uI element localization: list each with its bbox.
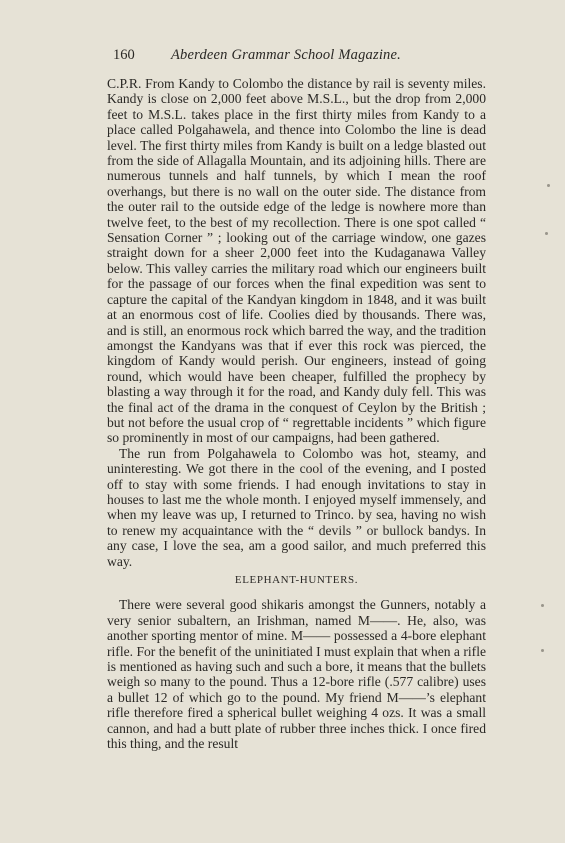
- paragraph-kandy-railway: C.P.R. From Kandy to Colombo the distance by rail is seventy miles. Kandy is close on 2,000 feet above M.S.L., but the drop from 2,000 feet to M.S.L. takes place in the first thirty miles from Kandy to a place called Polgahawela, and thence into Colombo the line is dead level. The first thirty miles from Kandy is built on a ledge blasted out from the side of Allagalla Mountain, and its adjoining hills. There are numerous tunnels and half tunnels, by which I mean the roof overhangs, but there is no wall on the outer side. The distance from the outer rail to the outside edge of the ledge is nowhere more than twelve feet, to the best of my recollection. There is one spot called “ Sensation Corner ” ; looking out of the carriage window, one gazes straight down for a sheer 2,000 feet into the Kudaganawa Valley below. This valley carries the military road which our engineers built for the passage of our forces when the final expedition was sent to capture the capital of the Kandyan kingdom in 1848, and it was built at an enormous cost of life. Coolies died by thousands. There was, and is still, an enormous rock which barred the way, and the tradition amongst the Kandyans was that if ever this rock was pierced, the kingdom of Kandy would perish. Our engineers, instead of going round, which would have been cheaper, fulfilled the prophecy by blasting a way through it for the road, and Kandy duly fell. This was the final act of the drama in the conquest of Ceylon by the British ; but not before the usual crop of “ regrettable incidents ” which figure so prominently in most of our campaigns, had been gathered.: [107, 76, 486, 446]
- paper-speck: [547, 184, 550, 187]
- paragraph-elephant-hunters: There were several good shikaris amongst the Gunners, notably a very senior subaltern, an Irishman, named M——. He, also, was another sporting mentor of mine. M—— possessed a 4-bore elephant rifle. For the benefit of the uninitiated I must explain that when a rifle is mentioned as having such and such a bore, it means that the bullets weigh so many to the pound. Thus a 12-bore rifle (.577 calibre) uses a bullet 12 of which go to the pound. My friend M——’s elephant rifle therefore fired a spherical bullet weighing 4 ozs. It was a small cannon, and had a butt plate of rubber three inches thick. I once fired this thing, and the result: [107, 597, 486, 752]
- section-heading: ELEPHANT-HUNTERS.: [234, 574, 359, 586]
- running-header: [113, 47, 473, 64]
- paper-speck: [541, 604, 544, 607]
- paper-speck: [545, 232, 548, 235]
- journal-title: Aberdeen Grammar School Magazine.: [171, 47, 401, 63]
- paragraph-colombo-run: The run from Polgahawela to Colombo was hot, steamy, and uninteresting. We got there in the cool of the evening, and I posted off to stay with some friends. I had enough invitations to stay in houses to last me the whole month. I enjoyed myself immensely, and when my leave was up, I returned to Trinco. by sea, having no wish to renew my acquaintance with the “ devils ” or bullock bandys. In any case, I love the sea, am a good sailor, and much preferred this way.: [107, 445, 486, 569]
- page-number: 160: [113, 47, 135, 63]
- paper-speck: [541, 649, 544, 652]
- article-body: [107, 76, 486, 751]
